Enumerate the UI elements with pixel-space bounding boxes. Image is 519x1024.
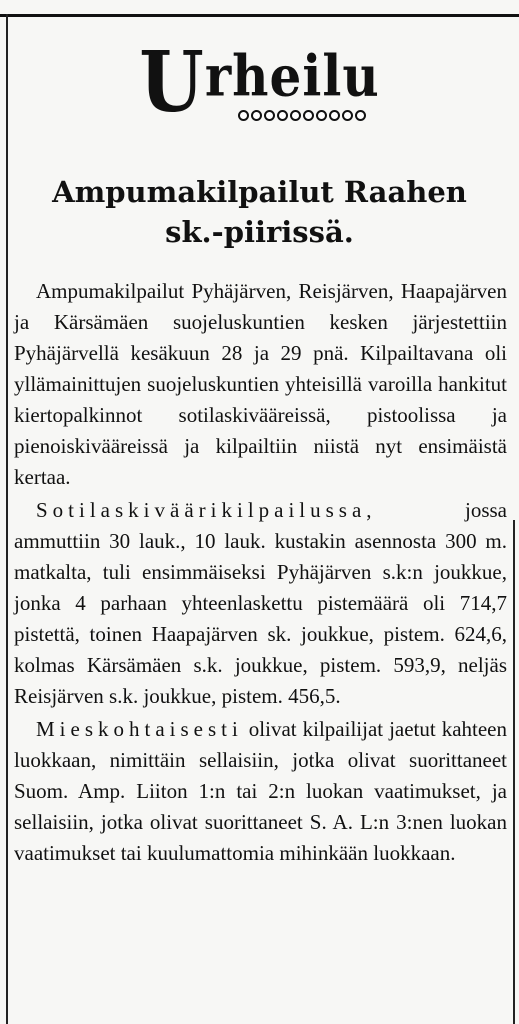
ornament-dot-row [238, 110, 366, 121]
headline-line-1: Ampumakilpailut Raahen [52, 175, 467, 209]
section-title-rest: rheilu [204, 42, 380, 109]
ornament-dot [277, 110, 288, 121]
right-column-rule [513, 520, 515, 1024]
ornament-dot [290, 110, 301, 121]
section-title-initial: U [139, 34, 205, 132]
article-paragraph-2 [14, 495, 507, 712]
paragraph-lead: Mieskohtaisesti [36, 717, 243, 741]
ornament-dot [355, 110, 366, 121]
top-rule [0, 14, 519, 17]
ornament-dot [303, 110, 314, 121]
article-paragraph-1 [14, 276, 507, 493]
article-body [14, 276, 507, 871]
ornament-dot [342, 110, 353, 121]
left-column-rule [6, 14, 8, 1024]
ornament-dot [251, 110, 262, 121]
paragraph-lead: Sotilaskiväärikilpailussa, [36, 498, 377, 522]
ornament-dot [264, 110, 275, 121]
ornament-dot [329, 110, 340, 121]
paragraph-text: jossa ammuttiin 30 lauk., 10 lauk. kustakin asennosta 300 m. matkalta, tuli ensimmäiseksi Pyhäjärven s.k:n joukkue, jonka 4 parhaan yhteenlaskettu pistemäärä oli 714,7 pistettä, toinen Haapajärven sk. joukkue, pistem. 624,6, kolmas Kärsämäen s.k. joukkue, pistem. 593,9, neljäs Reisjärven s.k. joukkue, pistem. 456,5. [14, 498, 507, 708]
headline-line-2: sk.-piirissä. [165, 215, 354, 249]
paragraph-text: olivat kilpailijat jaetut kahteen luokkaan, nimittäin sellaisiin, jotka olivat suorittaneet Suom. Amp. Liiton 1:n tai 2:n luokan vaatimukset, ja sellaisiin, jotka olivat suorittaneet S. A. L:n 3:nen luokan vaatimukset tai kuulumattomia mihinkään luokkaan. [14, 717, 507, 865]
paragraph-text: Ampumakilpailut Pyhäjärven, Reisjärven, Haapajärven ja Kärsämäen suojeluskuntien kesken järjestettiin Pyhäjärvellä kesäkuun 28 ja 29 pnä. Kilpailtavana oli yllämainittujen suojeluskuntien yhteisillä varoilla hankitut kiertopalkinnot sotilaskivääreissä, pistoolissa ja pienoiskivääreissä ja kilpailtiin niistä nyt ensimäistä kertaa. [14, 279, 507, 489]
article-headline [10, 172, 509, 252]
article-paragraph-3 [14, 714, 507, 869]
ornament-dot [316, 110, 327, 121]
ornament-dot [238, 110, 249, 121]
